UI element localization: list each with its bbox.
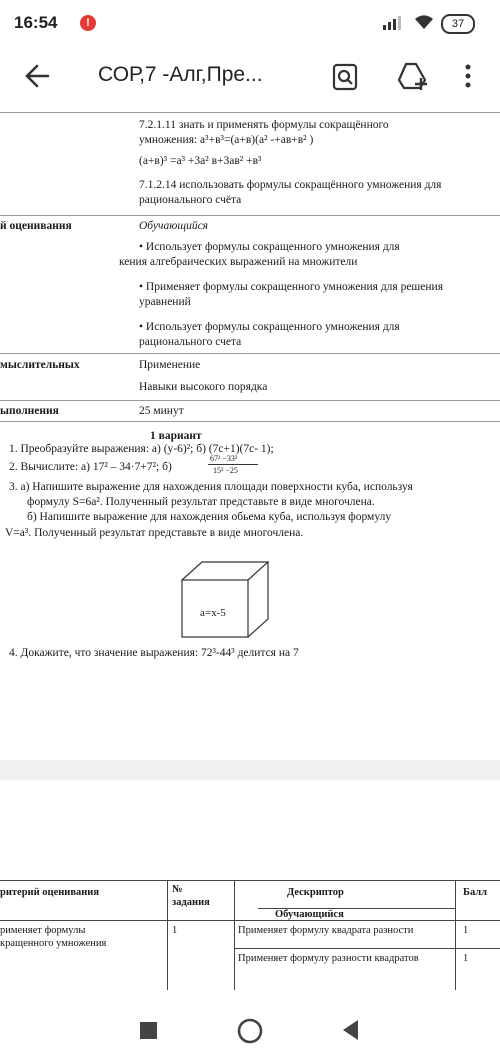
objective-1-cube-formula: (a+в)³ =a³ +3a² в+3aв² +в³ <box>139 155 262 167</box>
status-bar <box>0 0 500 46</box>
row2-score: 1 <box>463 953 469 964</box>
row1-criteria-cont: кращенного умножения <box>0 938 107 949</box>
question-4: 4. Докажите, что значение выражения: 72³-44³ делится на 7 <box>9 647 299 659</box>
question-3b: б) Напишите выражение для нахождения обьема куба, используя формулу <box>27 511 392 523</box>
thinking-skills-label: мыслительных <box>0 359 80 371</box>
battery-icon: 37 <box>441 14 475 34</box>
wifi-icon <box>413 13 435 31</box>
learner-heading: Обучающийся <box>139 220 209 232</box>
more-options-icon[interactable] <box>464 64 472 88</box>
learner-subheader: Обучающийся <box>275 909 344 920</box>
col-descriptor-header: Дескриптор <box>287 887 344 898</box>
add-to-drive-icon[interactable] <box>397 61 429 91</box>
col-score-header: Балл <box>463 887 488 898</box>
question-3a-cont: формулу S=6a². Полученный результат представьте в виде многочлена. <box>27 496 375 508</box>
objective-2-cont: рационального счёта <box>139 194 242 206</box>
question-2: 2. Вычислите: а) 17² – 34·7+7²; б) <box>9 461 172 473</box>
criteria-label: й оценивания <box>0 220 72 232</box>
row1-score: 1 <box>463 925 469 936</box>
rubric-table <box>0 780 500 1005</box>
row1-number: 1 <box>172 925 178 936</box>
document-title: СОР,7 -Алг,Пре... <box>98 63 263 86</box>
document-page <box>0 108 500 760</box>
criterion-1-cont: кения алгебраических выражений на множители <box>119 256 358 268</box>
thinking-skill-1: Применение <box>139 359 201 371</box>
back-arrow-icon[interactable] <box>24 62 52 90</box>
criterion-2: • Применяет формулы сокращенного умножения для решения <box>139 281 443 293</box>
col-number-header: № <box>172 884 183 895</box>
signal-icon <box>383 14 405 30</box>
notification-icon: ! <box>80 15 96 31</box>
question-3a: 3. а) Напишите выражение для нахождения площади поверхности куба, используя <box>9 481 413 493</box>
col-criteria-header: ритерий оценивания <box>0 887 100 898</box>
criterion-2-cont: уравнений <box>139 296 191 308</box>
recent-apps-icon[interactable] <box>140 1022 157 1039</box>
col-number-header-cont: задания <box>172 897 210 908</box>
objective-1-formula: умножения: a³+в³=(a+в)(a² -+ав+в² ) <box>139 134 314 146</box>
fraction-denominator: 15² −25 <box>213 466 238 475</box>
row2-descriptor: Применяет формулу разности квадратов <box>238 953 419 964</box>
time-value: 25 минут <box>139 405 184 417</box>
criterion-1: • Использует формулы сокращенного умножения для <box>139 241 400 253</box>
row1-descriptor: Применяет формулу квадрата разности <box>238 925 414 936</box>
row1-criteria: рименяет формулы <box>0 925 86 936</box>
fraction-numerator: 67² −33² <box>210 454 238 463</box>
thinking-skill-2: Навыки высокого порядка <box>139 381 268 393</box>
cube-figure <box>180 560 270 640</box>
question-1: 1. Преобразуйте выражения: а) (у-6)²; б) (7с+1)(7с- 1); <box>9 443 274 455</box>
variant-heading: 1 вариант <box>150 430 202 442</box>
criterion-3-cont: рационального счета <box>139 336 242 348</box>
navigation-bar <box>0 1005 500 1055</box>
page-gap <box>0 760 500 780</box>
cube-side-label: a=x-5 <box>200 607 226 619</box>
question-3b-cont: V=a³. Полученный результат представьте в виде многочлена. <box>5 527 304 539</box>
objective-2: 7.1.2.14 использовать формулы сокращённого умножения для <box>139 179 442 191</box>
time-label: ыполнения <box>0 405 59 417</box>
status-time: 16:54 <box>14 13 58 32</box>
app-bar <box>0 46 500 109</box>
objective-1: 7.2.1.11 знать и применять формулы сокращённого <box>139 119 389 131</box>
home-icon[interactable] <box>237 1018 263 1044</box>
search-document-icon[interactable] <box>332 63 358 91</box>
criterion-3: • Использует формулы сокращенного умножения для <box>139 321 400 333</box>
back-nav-icon[interactable] <box>343 1020 359 1040</box>
